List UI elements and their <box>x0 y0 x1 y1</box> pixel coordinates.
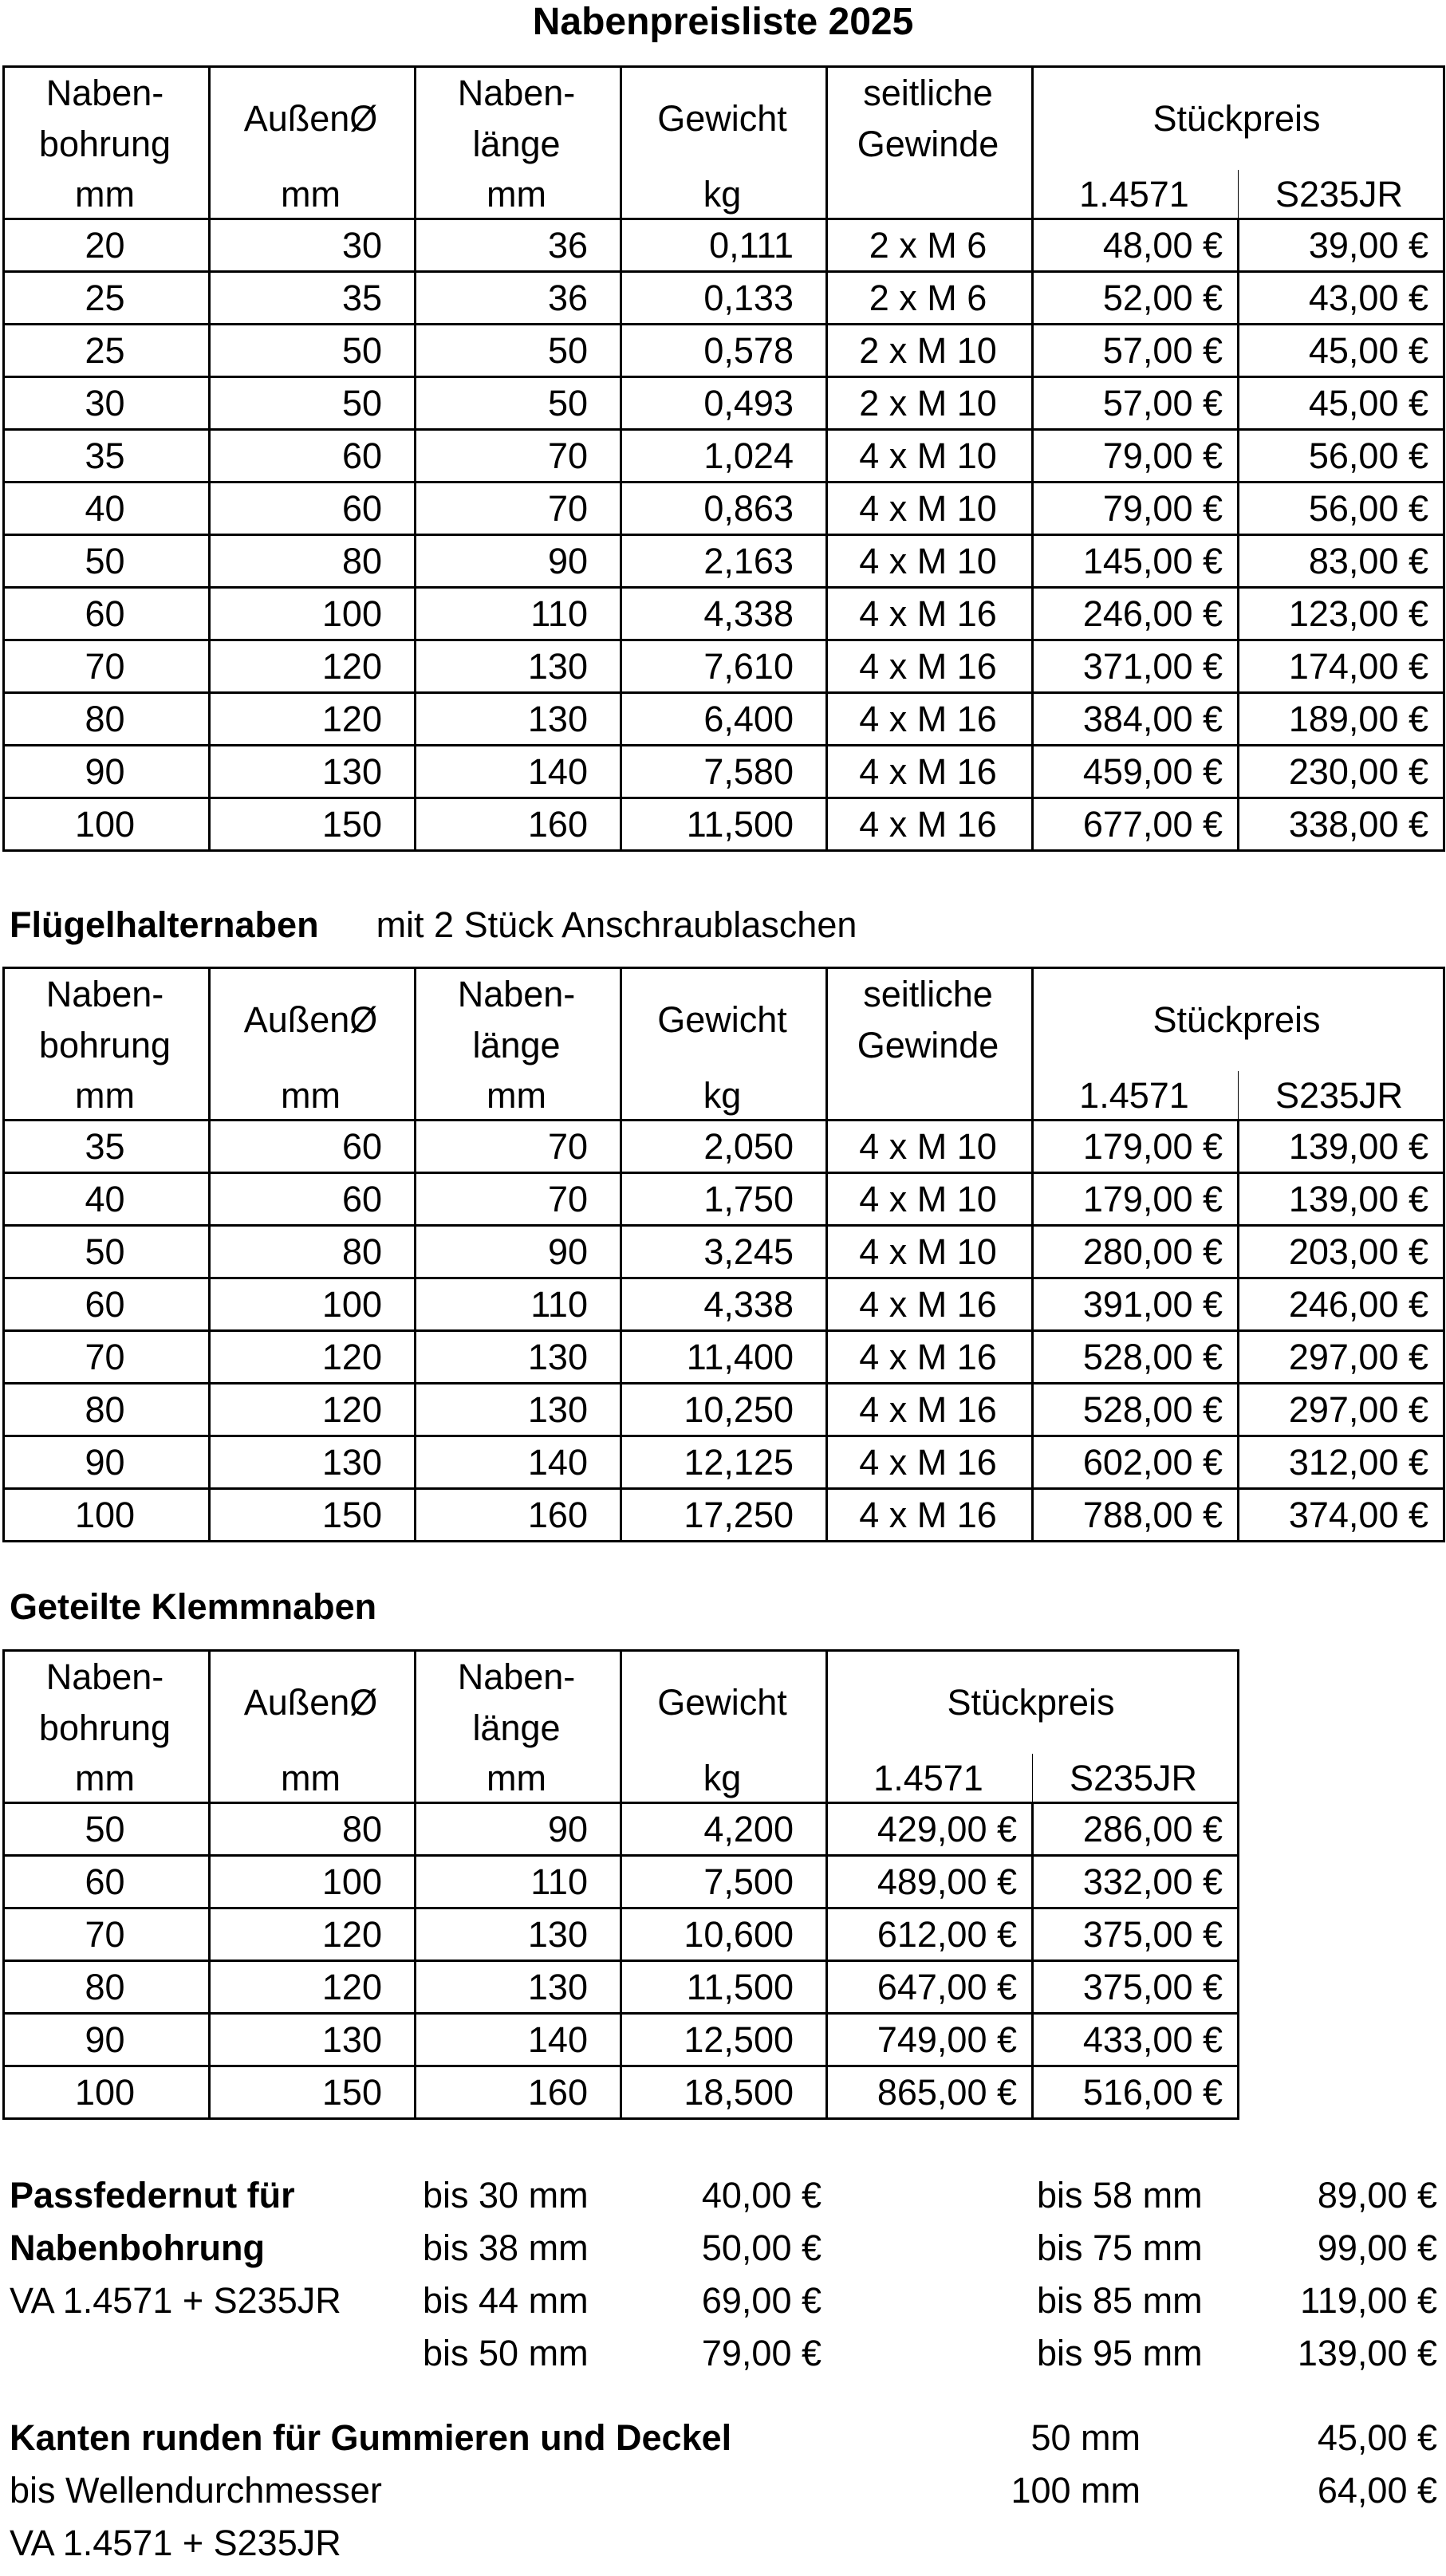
table-cell: 246,00 € <box>1033 588 1239 640</box>
table-row <box>4 798 1444 851</box>
table-cell: 60 <box>210 483 416 535</box>
keyway-right-price: 119,00 € <box>1300 2280 1437 2321</box>
col-header-length: Naben- länge <box>416 1651 621 1755</box>
table-cell: 374,00 € <box>1239 1489 1444 1542</box>
keyway-left-size: bis 30 mm <box>423 2175 589 2216</box>
table-cell: 297,00 € <box>1239 1331 1444 1384</box>
table-row <box>4 640 1444 693</box>
table-cell: 70 <box>4 1908 210 1961</box>
keyway-left-size: bis 50 mm <box>423 2333 589 2373</box>
table-cell: 139,00 € <box>1239 1173 1444 1226</box>
table-row <box>4 1856 1239 1908</box>
table-cell: 100 <box>210 588 416 640</box>
table-cell: 150 <box>210 1489 416 1542</box>
table-cell: 10,600 <box>621 1908 827 1961</box>
table-cell: 70 <box>416 430 621 483</box>
table-cell: 7,580 <box>621 746 827 798</box>
table-cell: 57,00 € <box>1033 377 1239 430</box>
material-2: S235JR <box>1239 1071 1444 1121</box>
table-cell: 100 <box>210 1278 416 1331</box>
table-cell: 2 x M 6 <box>827 219 1033 272</box>
table-cell: 286,00 € <box>1033 1803 1239 1856</box>
table-cell: 50 <box>416 377 621 430</box>
table-cell: 45,00 € <box>1239 377 1444 430</box>
table-row <box>4 1803 1239 1856</box>
table-cell: 7,500 <box>621 1856 827 1908</box>
unit-row <box>4 1754 1239 1803</box>
table-row <box>4 1173 1444 1226</box>
table-cell: 48,00 € <box>1033 219 1239 272</box>
table-cell: 130 <box>416 1908 621 1961</box>
col-header-weight: Gewicht <box>621 1651 827 1755</box>
table-cell: 4,338 <box>621 588 827 640</box>
table-cell: 12,500 <box>621 2014 827 2066</box>
keyway-left-price: 40,00 € <box>701 2175 822 2216</box>
table-cell: 70 <box>4 1331 210 1384</box>
table-cell: 120 <box>210 640 416 693</box>
table-cell: 612,00 € <box>827 1908 1033 1961</box>
table-cell: 246,00 € <box>1239 1278 1444 1331</box>
keyway-right-size: bis 75 mm <box>1037 2227 1203 2268</box>
material-1: 1.4571 <box>827 1754 1033 1803</box>
table-cell: 90 <box>4 2014 210 2066</box>
table-cell: 160 <box>416 2066 621 2119</box>
table-cell: 100 <box>4 1489 210 1542</box>
table-cell: 4,338 <box>621 1278 827 1331</box>
table-cell: 90 <box>4 1436 210 1489</box>
unit-mm: mm <box>210 1754 416 1803</box>
table-cell: 4 x M 16 <box>827 1489 1033 1542</box>
table-cell: 20 <box>4 219 210 272</box>
table-cell: 120 <box>210 1384 416 1436</box>
table-cell: 2,163 <box>621 535 827 588</box>
material-2: S235JR <box>1033 1754 1239 1803</box>
keyway-right-price: 89,00 € <box>1317 2175 1437 2216</box>
keyway-left-size: bis 38 mm <box>423 2227 589 2268</box>
table-row <box>4 1278 1444 1331</box>
table-cell: 110 <box>416 1278 621 1331</box>
table-cell: 40 <box>4 483 210 535</box>
section-title: Flügelhalternaben <box>10 904 319 945</box>
table-cell: 30 <box>4 377 210 430</box>
unit-kg: kg <box>621 1754 827 1803</box>
col-header-bore: Naben- bohrung <box>4 67 210 171</box>
table-cell: 56,00 € <box>1239 483 1444 535</box>
col-header-outer: AußenØ <box>210 67 416 171</box>
col-header-thread: seitliche Gewinde <box>827 968 1033 1121</box>
split-clamp-hub-price-table <box>2 1649 1239 2120</box>
table-cell: 0,578 <box>621 325 827 377</box>
table-row <box>4 483 1444 535</box>
table-cell: 50 <box>4 1803 210 1856</box>
table-cell: 130 <box>416 1384 621 1436</box>
table-cell: 4 x M 16 <box>827 798 1033 851</box>
edges-price: 45,00 € <box>1317 2417 1437 2458</box>
table-cell: 4 x M 16 <box>827 1278 1033 1331</box>
table-cell: 39,00 € <box>1239 219 1444 272</box>
table-cell: 4 x M 16 <box>827 1436 1033 1489</box>
table-cell: 70 <box>416 1121 621 1173</box>
table-cell: 90 <box>416 535 621 588</box>
table-cell: 338,00 € <box>1239 798 1444 851</box>
table-cell: 120 <box>210 1961 416 2014</box>
table-cell: 203,00 € <box>1239 1226 1444 1278</box>
table-cell: 50 <box>210 377 416 430</box>
table-cell: 11,500 <box>621 1961 827 2014</box>
table-row <box>4 746 1444 798</box>
table-cell: 160 <box>416 1489 621 1542</box>
table-cell: 11,400 <box>621 1331 827 1384</box>
table-cell: 4 x M 10 <box>827 483 1033 535</box>
table-cell: 429,00 € <box>827 1803 1033 1856</box>
table-row <box>4 1384 1444 1436</box>
col-header-length: Naben- länge <box>416 67 621 171</box>
col-header-weight: Gewicht <box>621 67 827 171</box>
table-row <box>4 430 1444 483</box>
table-row <box>4 377 1444 430</box>
table-row <box>4 1226 1444 1278</box>
table-cell: 371,00 € <box>1033 640 1239 693</box>
table-cell: 120 <box>210 1908 416 1961</box>
table-cell: 35 <box>210 272 416 325</box>
material-1: 1.4571 <box>1033 170 1239 219</box>
edges-label-3: VA 1.4571 + S235JR <box>10 2523 341 2563</box>
table-cell: 70 <box>416 483 621 535</box>
col-header-bore: Naben- bohrung <box>4 1651 210 1755</box>
table-cell: 2 x M 6 <box>827 272 1033 325</box>
table-cell: 602,00 € <box>1033 1436 1239 1489</box>
table-cell: 50 <box>210 325 416 377</box>
table-cell: 80 <box>4 1384 210 1436</box>
unit-row <box>4 1071 1444 1121</box>
table-cell: 516,00 € <box>1033 2066 1239 2119</box>
table-cell: 130 <box>416 1961 621 2014</box>
table-cell: 312,00 € <box>1239 1436 1444 1489</box>
table-cell: 230,00 € <box>1239 746 1444 798</box>
table-row <box>4 1961 1239 2014</box>
table-cell: 2 x M 10 <box>827 325 1033 377</box>
table-cell: 130 <box>210 1436 416 1489</box>
table-cell: 1,750 <box>621 1173 827 1226</box>
col-header-price: Stückpreis <box>1033 968 1444 1072</box>
table-cell: 50 <box>4 535 210 588</box>
table-cell: 332,00 € <box>1033 1856 1239 1908</box>
table-cell: 80 <box>210 1803 416 1856</box>
table-cell: 2,050 <box>621 1121 827 1173</box>
table-cell: 0,863 <box>621 483 827 535</box>
table-cell: 100 <box>210 1856 416 1908</box>
table-cell: 35 <box>4 1121 210 1173</box>
section-split-clamp-hubs <box>10 1583 376 1631</box>
table-cell: 57,00 € <box>1033 325 1239 377</box>
table-cell: 10,250 <box>621 1384 827 1436</box>
table-cell: 130 <box>416 693 621 746</box>
table-cell: 4 x M 10 <box>827 430 1033 483</box>
keyway-right-price: 139,00 € <box>1297 2333 1437 2373</box>
unit-mm: mm <box>416 170 621 219</box>
keyway-right-size: bis 85 mm <box>1037 2280 1203 2321</box>
table-cell: 4 x M 16 <box>827 1384 1033 1436</box>
table-cell: 60 <box>4 1856 210 1908</box>
keyway-left-price: 69,00 € <box>701 2280 822 2321</box>
section-subtitle: mit 2 Stück Anschraublaschen <box>376 904 857 945</box>
table-row <box>4 1331 1444 1384</box>
table-cell: 0,133 <box>621 272 827 325</box>
section-title: Geteilte Klemmnaben <box>10 1586 377 1627</box>
table-cell: 123,00 € <box>1239 588 1444 640</box>
table-cell: 130 <box>416 640 621 693</box>
col-header-length: Naben- länge <box>416 968 621 1072</box>
table-cell: 40 <box>4 1173 210 1226</box>
table-cell: 60 <box>4 1278 210 1331</box>
table-row <box>4 219 1444 272</box>
table-cell: 25 <box>4 325 210 377</box>
keyway-label-2: Nabenbohrung <box>10 2227 265 2268</box>
keyway-label-1: Passfedernut für <box>10 2175 295 2216</box>
edges-label-1: Kanten runden für Gummieren und Deckel <box>10 2417 732 2458</box>
edges-label-2: bis Wellendurchmesser <box>10 2470 382 2511</box>
table-cell: 179,00 € <box>1033 1173 1239 1226</box>
table-cell: 7,610 <box>621 640 827 693</box>
table-cell: 43,00 € <box>1239 272 1444 325</box>
table-cell: 647,00 € <box>827 1961 1033 2014</box>
table-cell: 36 <box>416 219 621 272</box>
table-cell: 140 <box>416 1436 621 1489</box>
table-cell: 90 <box>4 746 210 798</box>
col-header-outer: AußenØ <box>210 1651 416 1755</box>
keyway-label-3: VA 1.4571 + S235JR <box>10 2280 341 2321</box>
table-cell: 297,00 € <box>1239 1384 1444 1436</box>
unit-mm: mm <box>416 1754 621 1803</box>
table-cell: 50 <box>416 325 621 377</box>
table-row <box>4 1436 1444 1489</box>
keyway-right-size: bis 95 mm <box>1037 2333 1203 2373</box>
table-row <box>4 1908 1239 1961</box>
table-cell: 70 <box>4 640 210 693</box>
table-cell: 140 <box>416 2014 621 2066</box>
table-cell: 749,00 € <box>827 2014 1033 2066</box>
table-cell: 4 x M 16 <box>827 746 1033 798</box>
table-cell: 110 <box>416 588 621 640</box>
table-cell: 139,00 € <box>1239 1121 1444 1173</box>
table-cell: 120 <box>210 693 416 746</box>
table-cell: 80 <box>4 1961 210 2014</box>
table-cell: 80 <box>210 535 416 588</box>
table-cell: 2 x M 10 <box>827 377 1033 430</box>
table-cell: 60 <box>210 1173 416 1226</box>
table-cell: 375,00 € <box>1033 1961 1239 2014</box>
table-cell: 56,00 € <box>1239 430 1444 483</box>
unit-mm: mm <box>210 1071 416 1121</box>
col-header-price: Stückpreis <box>827 1651 1239 1755</box>
table-cell: 79,00 € <box>1033 430 1239 483</box>
edges-size: 100 mm <box>1011 2470 1141 2511</box>
table-cell: 35 <box>4 430 210 483</box>
table-cell: 90 <box>416 1226 621 1278</box>
table-cell: 11,500 <box>621 798 827 851</box>
table-cell: 50 <box>4 1226 210 1278</box>
table-cell: 130 <box>210 2014 416 2066</box>
table-cell: 100 <box>4 2066 210 2119</box>
table-row <box>4 2014 1239 2066</box>
wing-hub-price-table <box>2 967 1445 1542</box>
table-row <box>4 272 1444 325</box>
table-cell: 433,00 € <box>1033 2014 1239 2066</box>
unit-row <box>4 170 1444 219</box>
table-cell: 60 <box>4 588 210 640</box>
table-cell: 4 x M 10 <box>827 1226 1033 1278</box>
table-row <box>4 1121 1444 1173</box>
hub-price-table <box>2 65 1445 852</box>
table-cell: 865,00 € <box>827 2066 1033 2119</box>
table-cell: 130 <box>416 1331 621 1384</box>
table-row <box>4 1489 1444 1542</box>
table-cell: 4,200 <box>621 1803 827 1856</box>
table-cell: 80 <box>4 693 210 746</box>
edges-price: 64,00 € <box>1317 2470 1437 2511</box>
table-cell: 140 <box>416 746 621 798</box>
table-cell: 4 x M 10 <box>827 535 1033 588</box>
table-cell: 18,500 <box>621 2066 827 2119</box>
table-cell: 83,00 € <box>1239 535 1444 588</box>
table-cell: 70 <box>416 1173 621 1226</box>
table-cell: 79,00 € <box>1033 483 1239 535</box>
table-cell: 489,00 € <box>827 1856 1033 1908</box>
table-cell: 6,400 <box>621 693 827 746</box>
table-cell: 100 <box>4 798 210 851</box>
table-cell: 528,00 € <box>1033 1384 1239 1436</box>
table-cell: 145,00 € <box>1033 535 1239 588</box>
table-row <box>4 588 1444 640</box>
table-cell: 4 x M 10 <box>827 1173 1033 1226</box>
table-cell: 4 x M 16 <box>827 1331 1033 1384</box>
unit-mm: mm <box>4 1071 210 1121</box>
table-cell: 130 <box>210 746 416 798</box>
table-cell: 189,00 € <box>1239 693 1444 746</box>
table-cell: 375,00 € <box>1033 1908 1239 1961</box>
table-cell: 4 x M 16 <box>827 640 1033 693</box>
col-header-weight: Gewicht <box>621 968 827 1072</box>
table-cell: 52,00 € <box>1033 272 1239 325</box>
col-header-price: Stückpreis <box>1033 67 1444 171</box>
keyway-right-size: bis 58 mm <box>1037 2175 1203 2216</box>
table-cell: 677,00 € <box>1033 798 1239 851</box>
col-header-thread: seitliche Gewinde <box>827 67 1033 219</box>
col-header-bore: Naben- bohrung <box>4 968 210 1072</box>
keyway-left-price: 79,00 € <box>701 2333 822 2373</box>
table-cell: 4 x M 16 <box>827 588 1033 640</box>
unit-mm: mm <box>4 170 210 219</box>
table-cell: 25 <box>4 272 210 325</box>
table-cell: 30 <box>210 219 416 272</box>
unit-kg: kg <box>621 1071 827 1121</box>
table-cell: 110 <box>416 1856 621 1908</box>
edges-size: 50 mm <box>1030 2417 1141 2458</box>
table-cell: 1,024 <box>621 430 827 483</box>
table-cell: 60 <box>210 430 416 483</box>
table-cell: 120 <box>210 1331 416 1384</box>
unit-mm: mm <box>4 1754 210 1803</box>
table-cell: 0,493 <box>621 377 827 430</box>
table-cell: 12,125 <box>621 1436 827 1489</box>
section-wing-hubs <box>10 901 857 949</box>
keyway-right-price: 99,00 € <box>1317 2227 1437 2268</box>
page-title: Nabenpreisliste 2025 <box>532 1 914 43</box>
material-1: 1.4571 <box>1033 1071 1239 1121</box>
unit-mm: mm <box>416 1071 621 1121</box>
col-header-outer: AußenØ <box>210 968 416 1072</box>
table-cell: 528,00 € <box>1033 1331 1239 1384</box>
table-row <box>4 325 1444 377</box>
table-cell: 788,00 € <box>1033 1489 1239 1542</box>
table-cell: 60 <box>210 1121 416 1173</box>
table-cell: 384,00 € <box>1033 693 1239 746</box>
table-row <box>4 535 1444 588</box>
unit-mm: mm <box>210 170 416 219</box>
unit-kg: kg <box>621 170 827 219</box>
table-cell: 45,00 € <box>1239 325 1444 377</box>
table-cell: 36 <box>416 272 621 325</box>
table-cell: 4 x M 10 <box>827 1121 1033 1173</box>
table-row <box>4 693 1444 746</box>
table-cell: 80 <box>210 1226 416 1278</box>
table-cell: 150 <box>210 2066 416 2119</box>
keyway-left-price: 50,00 € <box>701 2227 822 2268</box>
material-2: S235JR <box>1239 170 1444 219</box>
table-cell: 3,245 <box>621 1226 827 1278</box>
table-row <box>4 2066 1239 2119</box>
table-cell: 179,00 € <box>1033 1121 1239 1173</box>
table-cell: 150 <box>210 798 416 851</box>
table-cell: 391,00 € <box>1033 1278 1239 1331</box>
keyway-left-size: bis 44 mm <box>423 2280 589 2321</box>
table-cell: 0,111 <box>621 219 827 272</box>
table-cell: 280,00 € <box>1033 1226 1239 1278</box>
table-cell: 17,250 <box>621 1489 827 1542</box>
table-cell: 160 <box>416 798 621 851</box>
table-cell: 4 x M 16 <box>827 693 1033 746</box>
table-cell: 174,00 € <box>1239 640 1444 693</box>
table-cell: 459,00 € <box>1033 746 1239 798</box>
table-cell: 90 <box>416 1803 621 1856</box>
